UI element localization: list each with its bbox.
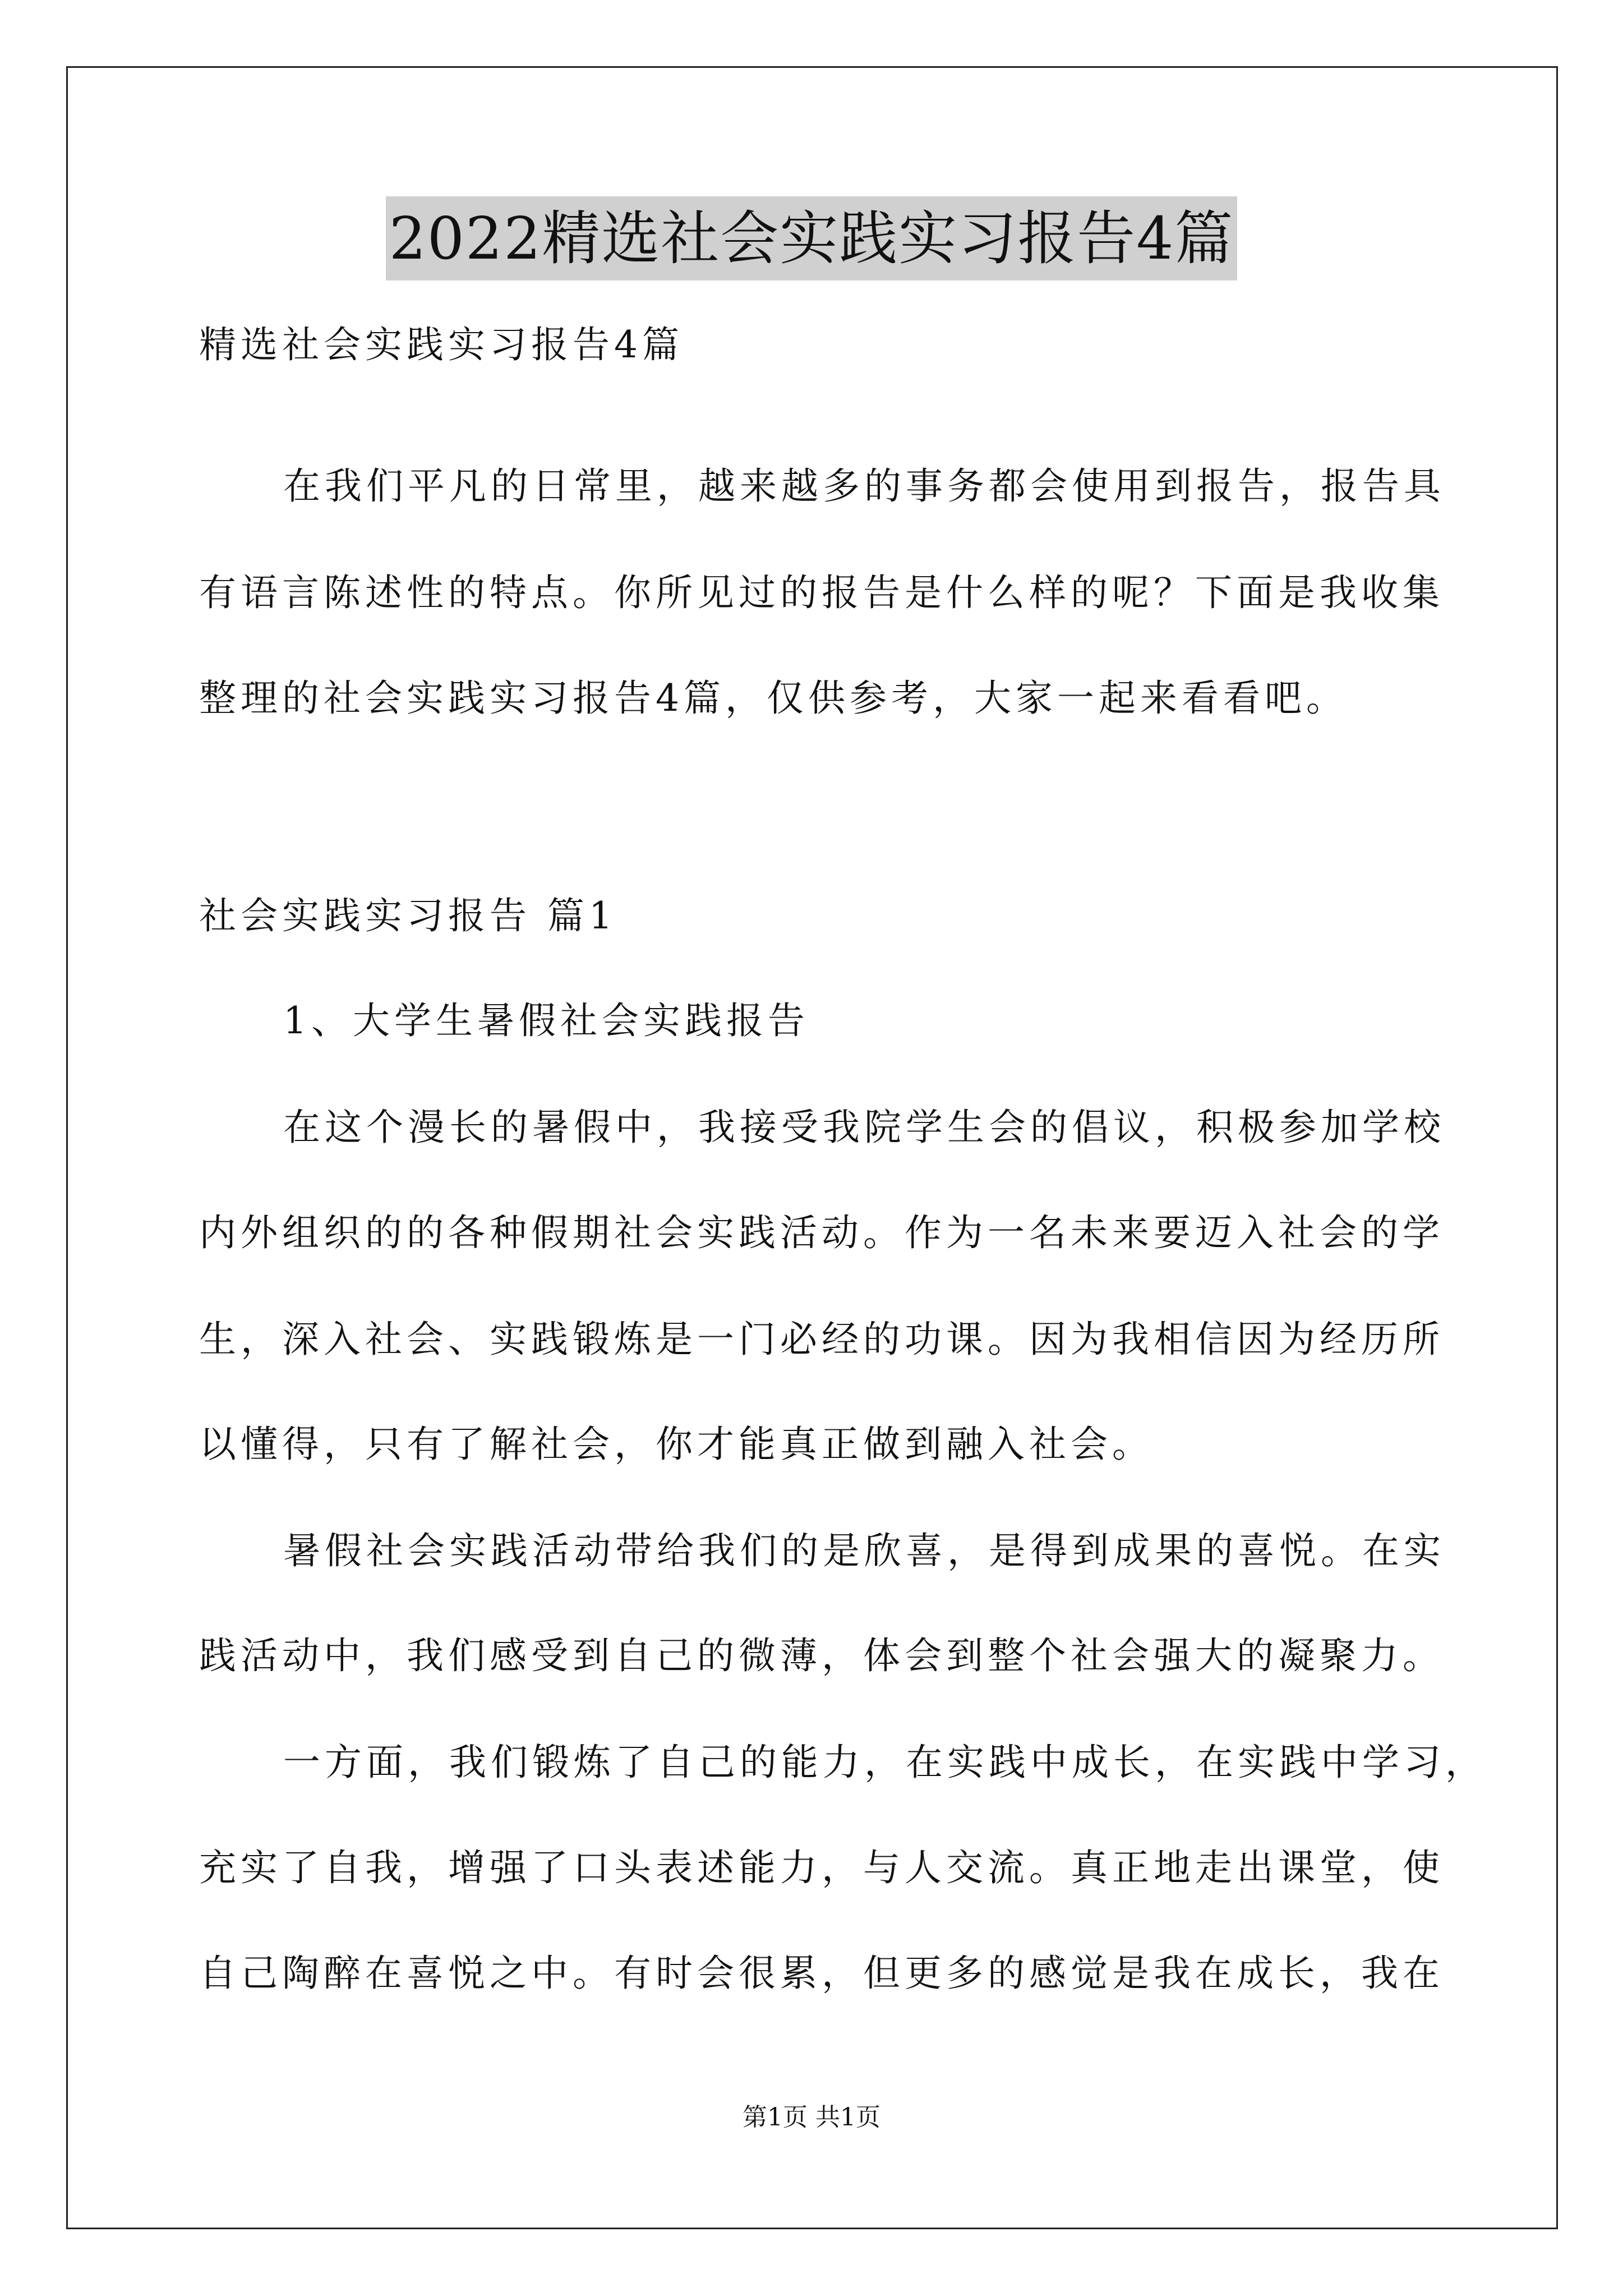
- paragraph-line: 生，深入社会、实践锻炼是一门必经的功课。因为我相信因为经历所: [199, 1318, 1444, 1361]
- paragraph-line: 以懂得，只有了解社会，你才能真正做到融入社会。: [199, 1423, 1154, 1466]
- intro-line: 有语言陈述性的特点。你所见过的报告是什么样的呢？下面是我收集: [199, 571, 1444, 614]
- page-footer: 第1页 共1页: [743, 2103, 880, 2132]
- intro-line: 在我们平凡的日常里，越来越多的事务都会使用到报告，报告具: [283, 464, 1445, 508]
- item-heading: 1、大学生暑假社会实践报告: [283, 999, 809, 1042]
- document-subtitle: 精选社会实践实习报告4篇: [199, 323, 684, 366]
- document-title: 2022精选社会实践实习报告4篇: [386, 196, 1238, 280]
- paragraph-line: 自己陶醉在喜悦之中。有时会很累，但更多的感觉是我在成长，我在: [199, 1952, 1444, 1995]
- title-container: [0, 196, 1623, 280]
- section-heading: 社会实践实习报告 篇1: [199, 894, 617, 937]
- paragraph-line: 一方面，我们锻炼了自己的能力，在实践中成长，在实践中学习，: [283, 1741, 1487, 1784]
- paragraph-line: 内外组织的的各种假期社会实践活动。作为一名未来要迈入社会的学: [199, 1211, 1444, 1254]
- paragraph-line: 践活动中，我们感受到自己的微薄，体会到整个社会强大的凝聚力。: [199, 1634, 1444, 1677]
- paragraph-line: 充实了自我，增强了口头表述能力，与人交流。真正地走出课堂，使: [199, 1846, 1444, 1889]
- paragraph-line: 暑假社会实践活动带给我们的是欣喜，是得到成果的喜悦。在实: [283, 1529, 1445, 1572]
- paragraph-line: 在这个漫长的暑假中，我接受我院学生会的倡议，积极参加学校: [283, 1106, 1445, 1149]
- intro-line: 整理的社会实践实习报告4篇，仅供参考，大家一起来看看吧。: [199, 677, 1348, 720]
